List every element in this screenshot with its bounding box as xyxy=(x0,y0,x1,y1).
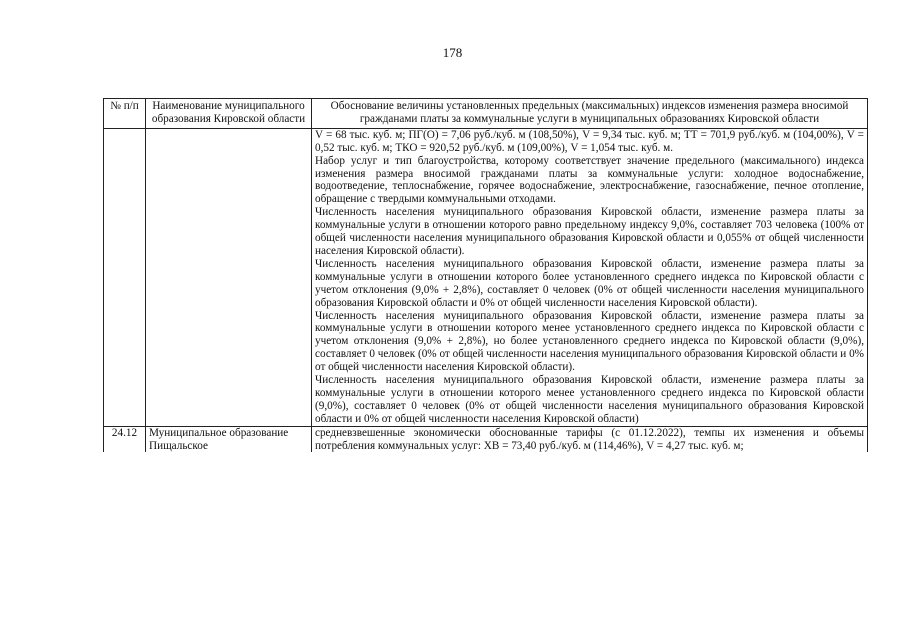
municipality-name xyxy=(146,128,312,426)
municipality-name: Муниципальное образование Пищальское xyxy=(146,426,312,452)
paragraph-population-equal: Численность населения муниципального образования Кировской области, изменение размера платы за коммунальные услуги в отношении которого равно предельному индексу 9,0%, составляет 703 человека (100% от общей численности населения муниципального образования Кировской области и 0,055% от общей численности населения Кировской области). xyxy=(315,206,864,257)
table-header-row xyxy=(104,99,868,129)
paragraph-tariffs: средневзвешенные экономически обоснованные тарифы (с 01.12.2022), темпы их изменения и объемы потребления коммунальных услуг: ХВ = 73,40 руб./куб. м (114,46%), V = 4,27 тыс. куб. м; xyxy=(315,426,864,452)
table-row xyxy=(104,426,868,452)
paragraph-services-set: Набор услуг и тип благоустройства, которому соответствует значение предельного (максимального) индекса изменения размера вносимой гражданами платы за коммунальные услуги: холодное водоснабжение, водоотведение, теплоснабжение, горячее водоснабжение, электроснабжение, газоснабжение, печное отопление, обращение с твердыми коммунальными отходами. xyxy=(315,154,864,206)
row-number xyxy=(104,128,146,426)
paragraph-volumes: V = 68 тыс. куб. м; ПГ(О) = 7,06 руб./куб. м (108,50%), V = 9,34 тыс. куб. м; ТТ = 701,9 руб./куб. м (104,00%), V = 0,52 тыс. куб. м; ТКО = 920,52 руб./куб. м (109,00%), V = 1,054 тыс. куб. м. xyxy=(315,128,864,154)
justification-cell xyxy=(312,426,868,452)
table-row xyxy=(104,128,868,426)
justification-cell xyxy=(312,128,868,426)
row-number: 24.12 xyxy=(104,426,146,452)
paragraph-population-between: Численность населения муниципального образования Кировской области, изменение размера платы за коммунальные услуги в отношении которого менее установленного среднего индекса по Кировской области с учетом отклонения (9,0% + 2,8%), но более установленного среднего индекса по Кировской области (9,0%), составляет 0 человек (0% от общей численности населения муниципального образования Кировской области и 0% от общей численности населения Кировской области). xyxy=(315,309,864,374)
paragraph-population-below: Численность населения муниципального образования Кировской области, изменение размера платы за коммунальные услуги в отношении которого менее установленного среднего индекса по Кировской области (9,0%), составляет 0 человек (0% от общей численности населения муниципального образования Кировской области и 0% от общей численности населения Кировской области) xyxy=(315,374,864,425)
header-municipality-name: Наименование муниципального образования Кировской области xyxy=(146,99,312,129)
header-number: № п/п xyxy=(104,99,146,129)
header-justification: Обоснование величины установленных предельных (максимальных) индексов изменения размера вносимой гражданами платы за коммунальные услуги в муниципальных образованиях Кировской области xyxy=(312,99,868,129)
tariff-justification-table xyxy=(103,98,868,452)
page-number: 178 xyxy=(442,45,463,60)
paragraph-population-above: Численность населения муниципального образования Кировской области, изменение размера платы за коммунальные услуги в отношении которого более установленного среднего индекса по Кировской области с учетом отклонения (9,0% + 2,8%), составляет 0 человек (0% от общей численности населения муниципального образования Кировской области и 0% от общей численности населения Кировской области). xyxy=(315,257,864,309)
